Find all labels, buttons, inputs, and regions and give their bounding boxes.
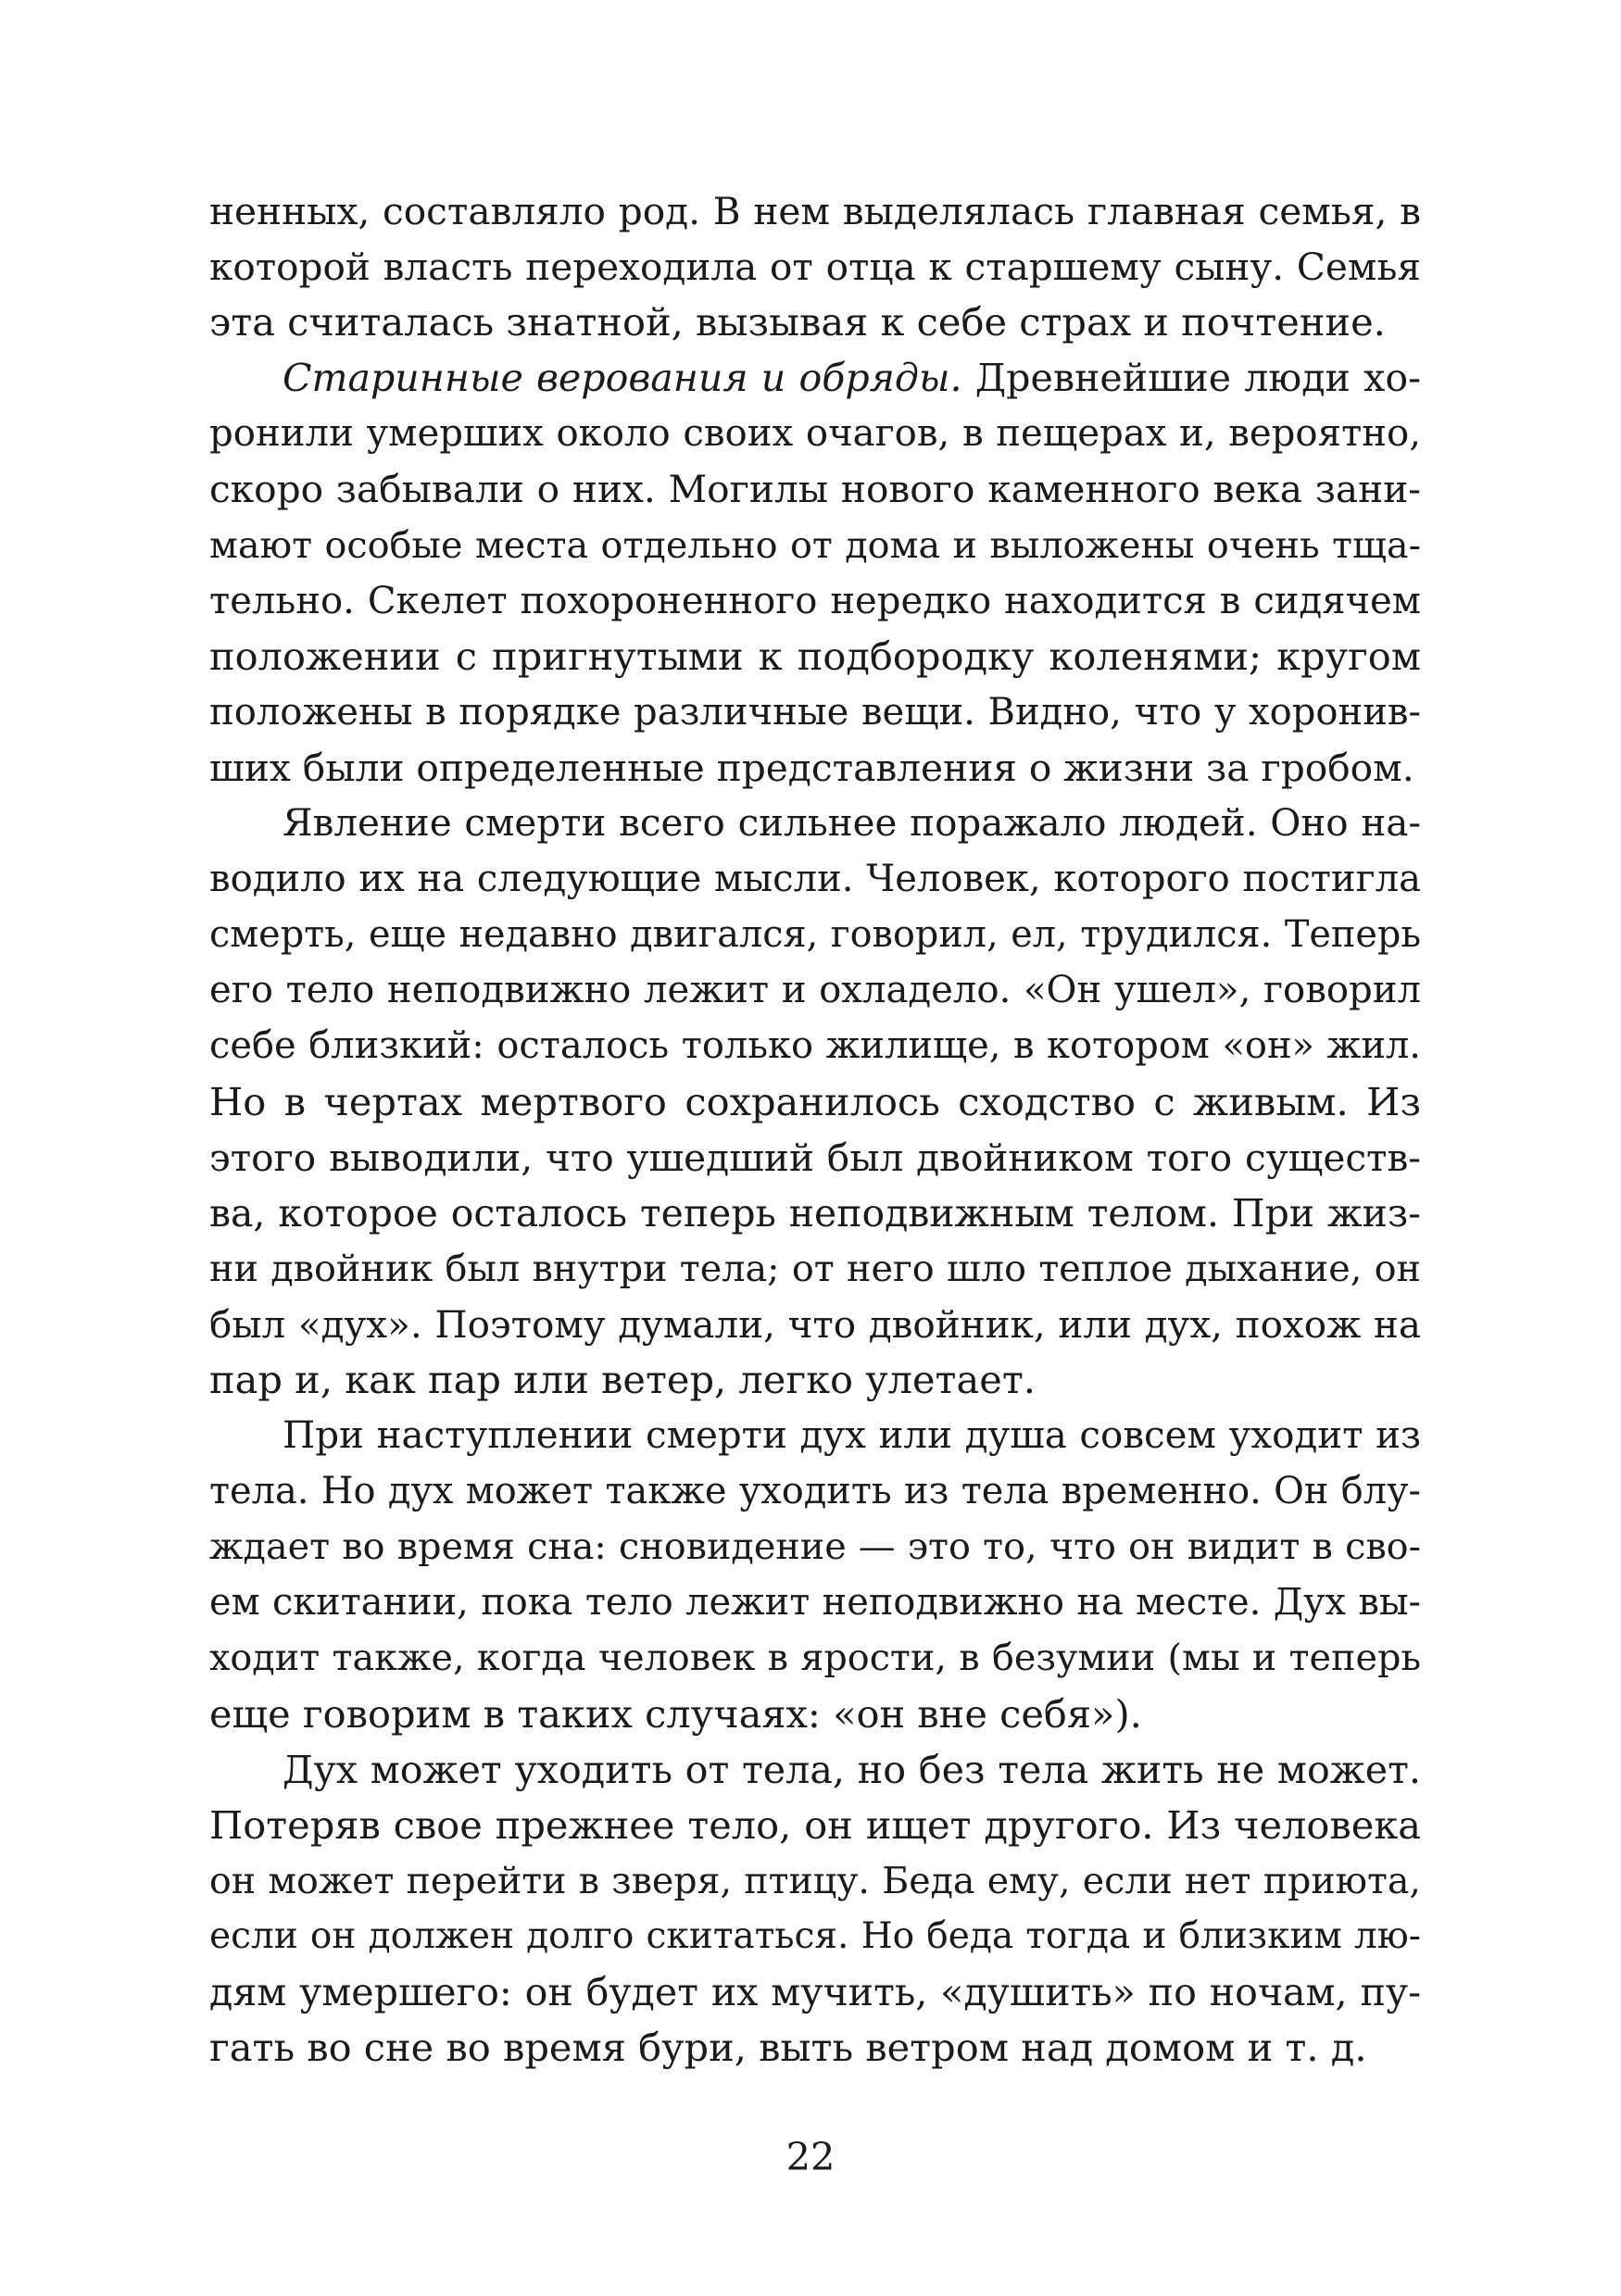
text-line: мают особые места отдельно от дома и выложены очень тща- [209,523,1421,567]
text-line: ходит также, когда человек в ярости, в безумии (мы и теперь [209,1637,1421,1680]
text-line: был «дух». Поэтому думали, что двойник, или дух, похож на [209,1301,1421,1347]
text-line: дям умершего: он будет их мучить, «душить» по ночам, пу- [209,1970,1421,2014]
text-line: водило их на следующие мысли. Человек, которого постигла [209,858,1421,901]
text-line [209,350,1421,406]
text-line: ненных, составляло род. В нем выделялась главная семья, в [209,189,1421,233]
text-line: этого выводили, что ушедший был двойником того существ- [209,1135,1421,1180]
text-line: гать во сне во время бури, выть ветром над домом и т. д. [209,2025,1367,2071]
text-line: При наступлении смерти дух или душа совсем уходит из [283,1413,1421,1458]
text-line: ших были определенные представления о жизни за гробом. [209,745,1414,790]
text-line: ждает во время сна: сновидение — это то, что он видит в сво- [209,1525,1421,1569]
text-line: скоро забывали о них. Могилы нового каменного века зани- [209,467,1421,512]
text-line: Но в чертах мертвого сохранилось сходство с живым. Из [209,1078,1421,1124]
page-number: 22 [785,2134,836,2179]
text-line: тела. Но дух может также уходить из тела временно. Он блу- [209,1470,1421,1513]
text-line: которой власть переходила от отца к старшему сыну. Семья [209,245,1421,290]
text-line: Явление смерти всего сильнее поражало людей. Оно на- [283,801,1421,846]
text-line: он может перейти в зверя, птицу. Беда ему, если нет приюта, [209,1859,1421,1902]
text-line: себе близкий: осталось только жилище, в котором «он» жил. [209,1024,1421,1068]
text-line: его тело неподвижно лежит и охладело. «Он ушел», говорил [209,969,1421,1012]
text-line: ва, которое осталось теперь неподвижным телом. При жиз- [209,1190,1421,1236]
text-line: положены в порядке различные вещи. Видно, что у хоронив- [209,690,1421,734]
text-fragment: Древнейшие люди хо- [961,356,1421,401]
text-line: пар и, как пар или ветер, легко улетает. [209,1356,1036,1402]
text-line: эта считалась знатной, вызывая к себе страх и почтение. [209,299,1386,345]
text-line: Потеряв свое прежнее тело, он ищет другого. Из человека [209,1801,1421,1848]
text-line: ем скитании, пока тело лежит неподвижно на месте. Дух вы- [209,1581,1421,1625]
text-line: положении с пригнутыми к подбородку коленями; кругом [209,633,1421,679]
text-line: если он должен долго скитаться. Но беда тогда и близким лю- [209,1914,1421,1957]
text-line: тельно. Скелет похороненного нередко находится в сидячем [209,579,1421,622]
page-body-text [209,183,1421,2076]
text-line: Дух может уходить от тела, но без тела жить не может. [283,1747,1421,1792]
text-line: смерть, еще недавно двигался, говорил, ел, трудился. Теперь [209,913,1421,957]
text-line: ронили умерших около своих очагов, в пещерах и, вероятно, [209,412,1421,456]
section-heading: Старинные верования и обряды. [283,356,962,401]
text-line: ни двойник был внутри тела; от него шло теплое дыхание, он [209,1247,1421,1290]
text-line: еще говорим в таких случаях: «он вне себя»). [209,1690,1142,1737]
